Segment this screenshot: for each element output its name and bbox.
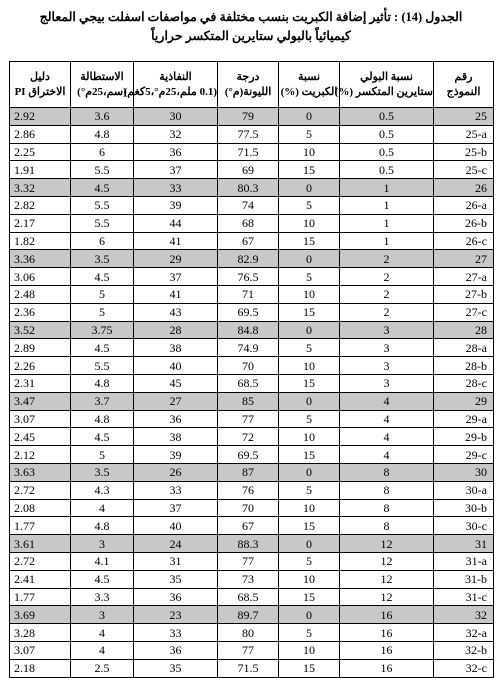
cell-sample: 30-b	[434, 499, 494, 517]
cell-softening-point: 71.5	[218, 659, 279, 677]
cell-penetration: 29	[134, 250, 218, 268]
cell-pi: 2.89	[10, 339, 71, 357]
header-polystyrene-percent	[334, 62, 434, 108]
cell-softening-point: 80.3	[218, 179, 279, 197]
table-caption	[0, 0, 502, 42]
cell-pi: 2.72	[10, 552, 71, 570]
cell-penetration: 36	[134, 641, 218, 659]
cell-penetration: 35	[134, 570, 218, 588]
cell-pi: 3.36	[10, 250, 71, 268]
cell-penetration: 38	[134, 339, 218, 357]
cell-sulfur: 5	[279, 481, 340, 499]
cell-sulfur: 0	[279, 108, 340, 126]
cell-pi: 2.17	[10, 214, 71, 232]
cell-penetration: 38	[134, 428, 218, 446]
table-row	[10, 535, 494, 553]
cell-ductility: 3.5	[71, 250, 134, 268]
table-row	[10, 463, 494, 481]
cell-polystyrene: 12	[340, 570, 434, 588]
cell-ductility: 4.8	[71, 517, 134, 535]
cell-sample: 26	[434, 179, 494, 197]
table-row	[10, 552, 494, 570]
cell-ductility: 4.1	[71, 552, 134, 570]
cell-softening-point: 76	[218, 481, 279, 499]
cell-sample: 31-c	[434, 588, 494, 606]
cell-sulfur: 5	[279, 196, 340, 214]
cell-ductility: 4.8	[71, 410, 134, 428]
cell-penetration: 23	[134, 606, 218, 624]
cell-sulfur: 5	[279, 339, 340, 357]
cell-softening-point: 74.9	[218, 339, 279, 357]
cell-polystyrene: 3	[340, 339, 434, 357]
cell-pi: 2.26	[10, 357, 71, 375]
cell-polystyrene: 2	[340, 303, 434, 321]
cell-polystyrene: 8	[340, 463, 434, 481]
cell-pi: 2.72	[10, 481, 71, 499]
cell-sample: 26-c	[434, 232, 494, 250]
cell-polystyrene: 3	[340, 357, 434, 375]
cell-ductility: 5.5	[71, 196, 134, 214]
cell-sulfur: 10	[279, 285, 340, 303]
header-line-2: ستايرين المتكسر (%)	[334, 85, 433, 98]
data-table	[9, 61, 494, 678]
table-row	[10, 481, 494, 499]
cell-pi: 1.77	[10, 588, 71, 606]
cell-polystyrene: 1	[340, 196, 434, 214]
cell-penetration: 35	[134, 659, 218, 677]
cell-penetration: 39	[134, 446, 218, 464]
cell-pi: 3.07	[10, 641, 71, 659]
cell-softening-point: 89.7	[218, 606, 279, 624]
table-row	[10, 588, 494, 606]
header-line-2: (0.1 ملم،25م°،5كغم)	[123, 85, 217, 98]
cell-ductility: 4.5	[71, 570, 134, 588]
header-line-2: الكبريت (%)	[280, 85, 338, 98]
cell-pi: 3.32	[10, 179, 71, 197]
table-row	[10, 392, 494, 410]
table-body	[10, 108, 494, 678]
cell-softening-point: 73	[218, 570, 279, 588]
header-line-2: الاختراق PI	[14, 85, 66, 98]
cell-ductility: 4.3	[71, 481, 134, 499]
cell-softening-point: 82.9	[218, 250, 279, 268]
cell-softening-point: 70	[218, 499, 279, 517]
cell-ductility: 3.75	[71, 321, 134, 339]
cell-sulfur: 15	[279, 659, 340, 677]
cell-ductility: 5	[71, 303, 134, 321]
cell-softening-point: 80	[218, 624, 279, 642]
cell-polystyrene: 2	[340, 268, 434, 286]
cell-penetration: 27	[134, 392, 218, 410]
cell-sample: 30-a	[434, 481, 494, 499]
cell-penetration: 40	[134, 357, 218, 375]
cell-penetration: 30	[134, 108, 218, 126]
cell-sulfur: 5	[279, 624, 340, 642]
cell-softening-point: 84.8	[218, 321, 279, 339]
cell-sulfur: 10	[279, 143, 340, 161]
cell-polystyrene: 4	[340, 392, 434, 410]
cell-polystyrene: 16	[340, 659, 434, 677]
cell-polystyrene: 16	[340, 624, 434, 642]
header-penetration	[123, 62, 218, 108]
table-row	[10, 357, 494, 375]
cell-penetration: 24	[134, 535, 218, 553]
cell-sulfur: 15	[279, 517, 340, 535]
cell-pi: 2.12	[10, 446, 71, 464]
header-line-2: النموذج	[446, 85, 481, 98]
header-line-1: رقم	[454, 70, 473, 83]
cell-sample: 29-b	[434, 428, 494, 446]
cell-penetration: 44	[134, 214, 218, 232]
cell-pi: 2.41	[10, 570, 71, 588]
cell-sample: 31-a	[434, 552, 494, 570]
cell-polystyrene: 3	[340, 321, 434, 339]
cell-pi: 2.45	[10, 428, 71, 446]
cell-penetration: 33	[134, 179, 218, 197]
cell-polystyrene: 16	[340, 641, 434, 659]
cell-sulfur: 10	[279, 499, 340, 517]
table-row	[10, 446, 494, 464]
header-sample-number	[434, 62, 494, 108]
table-row	[10, 143, 494, 161]
cell-softening-point: 69.5	[218, 303, 279, 321]
table-row	[10, 606, 494, 624]
table-row	[10, 108, 494, 126]
header-sulfur-percent	[279, 62, 340, 108]
cell-ductility: 4.5	[71, 339, 134, 357]
table-row	[10, 339, 494, 357]
cell-softening-point: 68.5	[218, 374, 279, 392]
cell-sample: 27-b	[434, 285, 494, 303]
cell-sulfur: 10	[279, 214, 340, 232]
cell-pi: 3.47	[10, 392, 71, 410]
cell-softening-point: 85	[218, 392, 279, 410]
cell-softening-point: 77	[218, 641, 279, 659]
cell-sample: 26-b	[434, 214, 494, 232]
cell-sample: 32-b	[434, 641, 494, 659]
cell-sulfur: 15	[279, 303, 340, 321]
cell-sulfur: 10	[279, 428, 340, 446]
cell-ductility: 4.8	[71, 374, 134, 392]
cell-pi: 1.82	[10, 232, 71, 250]
cell-sample: 32-c	[434, 659, 494, 677]
cell-sample: 31-b	[434, 570, 494, 588]
cell-ductility: 5	[71, 285, 134, 303]
cell-sulfur: 15	[279, 232, 340, 250]
cell-penetration: 31	[134, 552, 218, 570]
table-row	[10, 428, 494, 446]
cell-sulfur: 0	[279, 392, 340, 410]
cell-penetration: 45	[134, 374, 218, 392]
cell-polystyrene: 0.5	[340, 125, 434, 143]
cell-sample: 29-c	[434, 446, 494, 464]
cell-pi: 2.08	[10, 499, 71, 517]
cell-pi: 3.28	[10, 624, 71, 642]
cell-pi: 2.86	[10, 125, 71, 143]
cell-sample: 28	[434, 321, 494, 339]
cell-ductility: 3.7	[71, 392, 134, 410]
cell-pi: 2.82	[10, 196, 71, 214]
cell-ductility: 4.5	[71, 268, 134, 286]
cell-polystyrene: 8	[340, 499, 434, 517]
cell-ductility: 4	[71, 624, 134, 642]
cell-penetration: 36	[134, 588, 218, 606]
cell-pi: 1.91	[10, 161, 71, 179]
cell-ductility: 3	[71, 606, 134, 624]
cell-polystyrene: 4	[340, 428, 434, 446]
cell-softening-point: 77	[218, 552, 279, 570]
table-row	[10, 268, 494, 286]
cell-polystyrene: 12	[340, 552, 434, 570]
cell-polystyrene: 3	[340, 374, 434, 392]
cell-sample: 29	[434, 392, 494, 410]
table-row	[10, 250, 494, 268]
cell-penetration: 33	[134, 481, 218, 499]
cell-ductility: 4.5	[71, 428, 134, 446]
caption-line-1: الجدول (14) : تأثير إضافة الكبريت بنسب مختلفة في مواصفات اسفلت بيجي المعالج	[39, 10, 463, 24]
cell-polystyrene: 8	[340, 481, 434, 499]
cell-polystyrene: 12	[340, 535, 434, 553]
table-row	[10, 499, 494, 517]
cell-softening-point: 77.5	[218, 125, 279, 143]
table-row	[10, 410, 494, 428]
table-row	[10, 570, 494, 588]
cell-polystyrene: 2	[340, 250, 434, 268]
cell-polystyrene: 16	[340, 606, 434, 624]
header-line-1: الاستطالة	[80, 70, 124, 83]
cell-ductility: 4	[71, 499, 134, 517]
cell-sulfur: 0	[279, 463, 340, 481]
table-row	[10, 161, 494, 179]
cell-sample: 25	[434, 108, 494, 126]
cell-softening-point: 67	[218, 517, 279, 535]
cell-sulfur: 15	[279, 588, 340, 606]
cell-sample: 31	[434, 535, 494, 553]
cell-penetration: 41	[134, 285, 218, 303]
table-row	[10, 232, 494, 250]
cell-sulfur: 15	[279, 161, 340, 179]
header-row	[10, 62, 494, 108]
cell-ductility: 5.5	[71, 161, 134, 179]
cell-softening-point: 77	[218, 410, 279, 428]
cell-polystyrene: 0.5	[340, 108, 434, 126]
cell-ductility: 3	[71, 535, 134, 553]
cell-penetration: 39	[134, 196, 218, 214]
cell-pi: 3.63	[10, 463, 71, 481]
table-row	[10, 374, 494, 392]
cell-penetration: 37	[134, 499, 218, 517]
cell-sample: 25-a	[434, 125, 494, 143]
cell-pi: 2.31	[10, 374, 71, 392]
table-row	[10, 321, 494, 339]
cell-softening-point: 71	[218, 285, 279, 303]
header-line-2: (سم،25م°)	[77, 85, 127, 98]
cell-ductility: 4.8	[71, 125, 134, 143]
cell-sulfur: 10	[279, 641, 340, 659]
cell-sulfur: 15	[279, 446, 340, 464]
cell-ductility: 4	[71, 641, 134, 659]
table-row	[10, 196, 494, 214]
cell-sulfur: 10	[279, 357, 340, 375]
cell-pi: 3.52	[10, 321, 71, 339]
cell-penetration: 37	[134, 268, 218, 286]
cell-ductility: 3.5	[71, 463, 134, 481]
cell-pi: 2.36	[10, 303, 71, 321]
header-line-2: الليونة(م°)	[224, 85, 272, 98]
cell-ductility: 6	[71, 232, 134, 250]
header-softening-point	[218, 62, 279, 108]
cell-ductility: 3.6	[71, 108, 134, 126]
cell-softening-point: 67	[218, 232, 279, 250]
cell-softening-point: 70	[218, 357, 279, 375]
cell-softening-point: 87	[218, 463, 279, 481]
cell-ductility: 6	[71, 143, 134, 161]
cell-sulfur: 0	[279, 606, 340, 624]
cell-pi: 2.92	[10, 108, 71, 126]
table-row	[10, 179, 494, 197]
cell-penetration: 41	[134, 232, 218, 250]
cell-sulfur: 0	[279, 250, 340, 268]
cell-penetration: 37	[134, 161, 218, 179]
cell-pi: 3.69	[10, 606, 71, 624]
cell-penetration: 26	[134, 463, 218, 481]
cell-polystyrene: 0.5	[340, 161, 434, 179]
cell-pi: 1.77	[10, 517, 71, 535]
cell-penetration: 28	[134, 321, 218, 339]
cell-polystyrene: 0.5	[340, 143, 434, 161]
table-row	[10, 659, 494, 677]
cell-softening-point: 69	[218, 161, 279, 179]
cell-softening-point: 76.5	[218, 268, 279, 286]
cell-polystyrene: 1	[340, 214, 434, 232]
cell-polystyrene: 4	[340, 410, 434, 428]
cell-penetration: 36	[134, 143, 218, 161]
cell-softening-point: 69.5	[218, 446, 279, 464]
cell-sulfur: 5	[279, 268, 340, 286]
cell-ductility: 5.5	[71, 214, 134, 232]
cell-ductility: 5.5	[71, 357, 134, 375]
cell-polystyrene: 1	[340, 232, 434, 250]
header-line-1: النفاذية	[159, 70, 192, 83]
cell-softening-point: 71.5	[218, 143, 279, 161]
cell-sample: 26-a	[434, 196, 494, 214]
cell-penetration: 32	[134, 125, 218, 143]
table-row	[10, 214, 494, 232]
cell-sample: 27-c	[434, 303, 494, 321]
cell-sample: 27-a	[434, 268, 494, 286]
cell-polystyrene: 4	[340, 446, 434, 464]
cell-sample: 25-b	[434, 143, 494, 161]
cell-sample: 25-c	[434, 161, 494, 179]
header-line-1: نسبة البولي	[360, 70, 413, 83]
cell-pi: 3.61	[10, 535, 71, 553]
cell-sample: 28-b	[434, 357, 494, 375]
cell-softening-point: 68.5	[218, 588, 279, 606]
cell-ductility: 5	[71, 446, 134, 464]
cell-sample: 27	[434, 250, 494, 268]
table-row	[10, 624, 494, 642]
cell-polystyrene: 12	[340, 588, 434, 606]
table-row	[10, 285, 494, 303]
cell-penetration: 43	[134, 303, 218, 321]
cell-sulfur: 0	[279, 321, 340, 339]
table-row	[10, 641, 494, 659]
cell-sulfur: 0	[279, 535, 340, 553]
cell-sample: 30-c	[434, 517, 494, 535]
cell-sample: 30	[434, 463, 494, 481]
cell-penetration: 33	[134, 624, 218, 642]
table-row	[10, 517, 494, 535]
cell-softening-point: 74	[218, 196, 279, 214]
cell-ductility: 3.3	[71, 588, 134, 606]
header-line-1: نسبة	[297, 70, 321, 83]
cell-softening-point: 79	[218, 108, 279, 126]
cell-sulfur: 5	[279, 410, 340, 428]
cell-pi: 2.18	[10, 659, 71, 677]
header-line-1: دليل	[30, 70, 50, 83]
cell-sulfur: 15	[279, 374, 340, 392]
cell-polystyrene: 1	[340, 179, 434, 197]
cell-polystyrene: 8	[340, 517, 434, 535]
cell-softening-point: 72	[218, 428, 279, 446]
cell-sulfur: 5	[279, 125, 340, 143]
caption-line-2: كيميائياً بالبولي ستايرين المتكسر حرارياً	[151, 29, 351, 43]
header-line-1: درجة	[236, 70, 260, 83]
cell-pi: 2.48	[10, 285, 71, 303]
cell-penetration: 36	[134, 410, 218, 428]
table-row	[10, 303, 494, 321]
cell-sample: 32-a	[434, 624, 494, 642]
table-row	[10, 125, 494, 143]
cell-sample: 29-a	[434, 410, 494, 428]
cell-sulfur: 0	[279, 179, 340, 197]
cell-penetration: 40	[134, 517, 218, 535]
cell-ductility: 4.5	[71, 179, 134, 197]
cell-softening-point: 88.3	[218, 535, 279, 553]
cell-sulfur: 10	[279, 570, 340, 588]
cell-sample: 28-c	[434, 374, 494, 392]
cell-sample: 32	[434, 606, 494, 624]
cell-pi: 3.06	[10, 268, 71, 286]
cell-pi: 3.07	[10, 410, 71, 428]
cell-ductility: 2.5	[71, 659, 134, 677]
cell-softening-point: 68	[218, 214, 279, 232]
cell-polystyrene: 2	[340, 285, 434, 303]
cell-pi: 2.25	[10, 143, 71, 161]
cell-sample: 28-a	[434, 339, 494, 357]
cell-sulfur: 5	[279, 552, 340, 570]
header-penetration-index	[10, 62, 71, 108]
